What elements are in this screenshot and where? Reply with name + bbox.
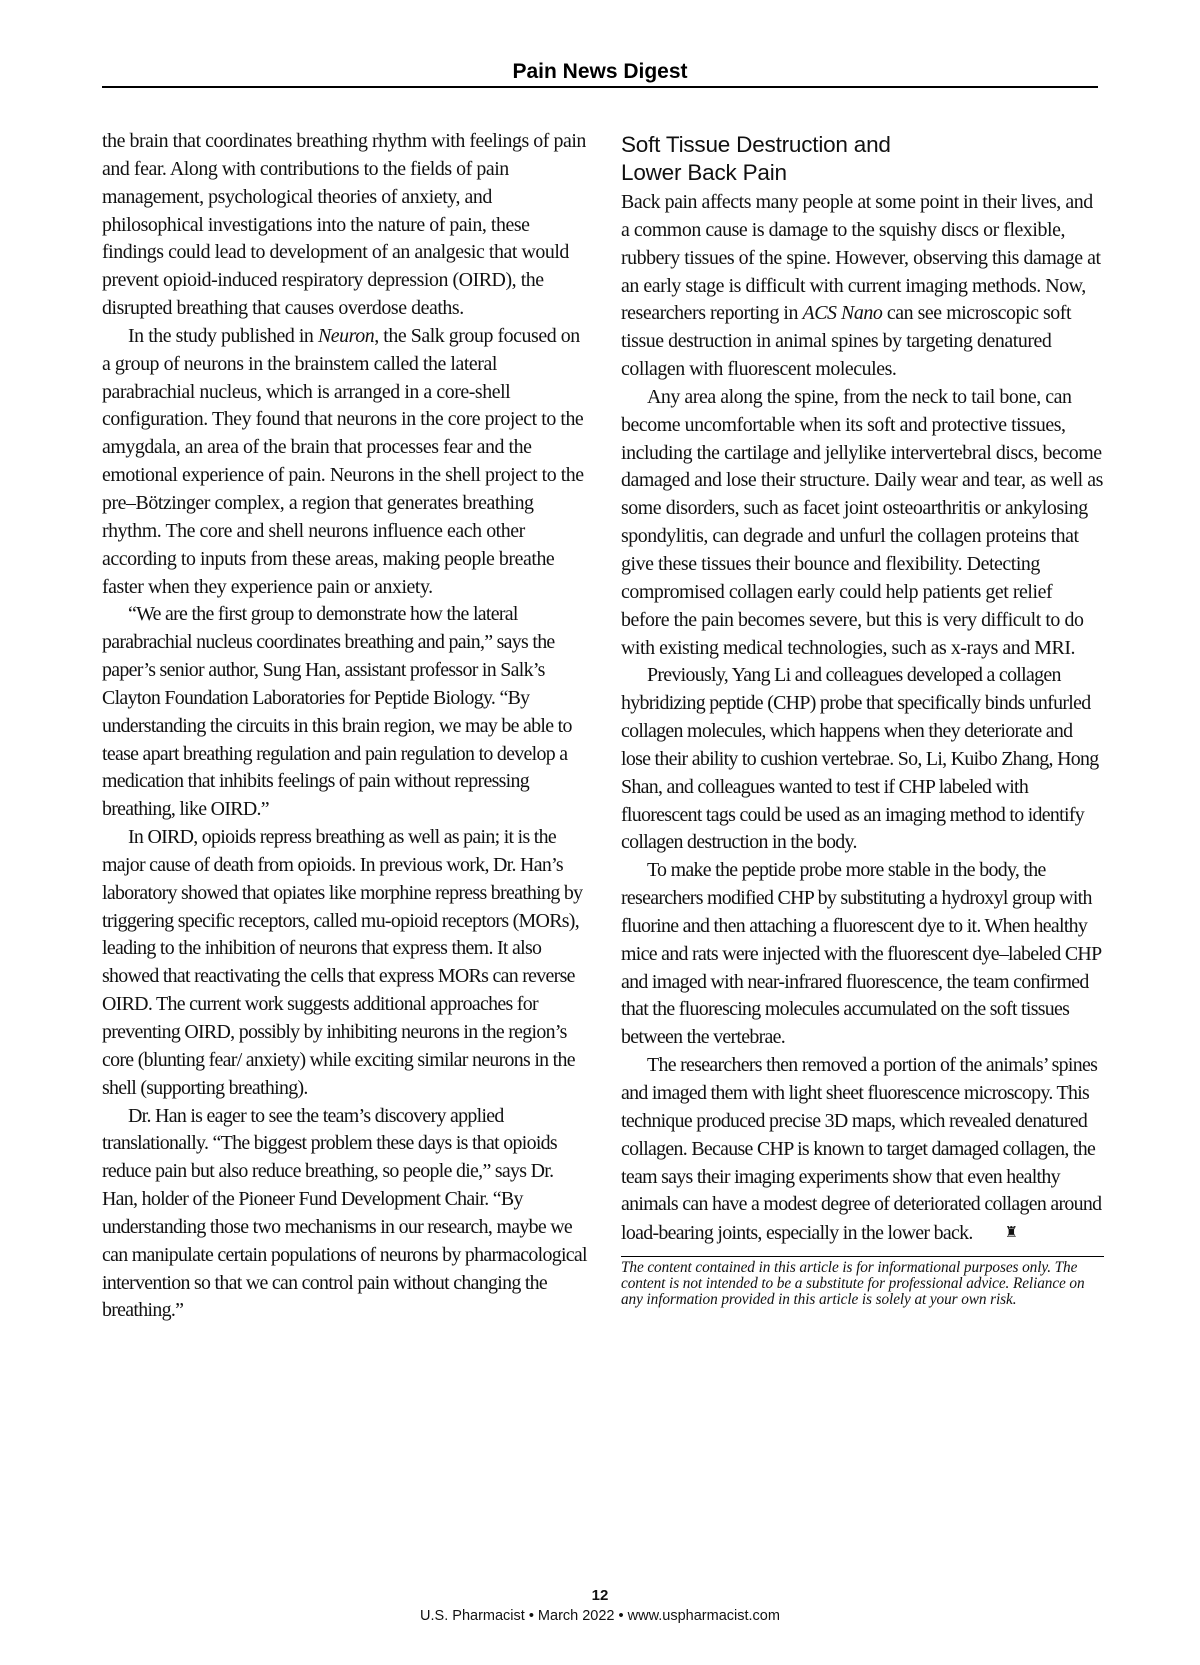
right-column bbox=[621, 128, 1104, 1307]
paragraph-text: The researchers then removed a portion of the animals’ spines and imaged them with light sheet fluorescence microscopy. This technique produced precise 3D maps, which revealed denatured collagen. Because CHP is known to target damaged collagen, the team says their imaging experiments show that even healthy animals can have a modest degree of deteriorated collagen around load-bearing joints, especially in the lower back. bbox=[621, 1054, 1102, 1245]
publication-footer: U.S. Pharmacist • March 2022 • www.uspharmacist.com bbox=[420, 1608, 780, 1624]
running-header bbox=[102, 58, 1098, 88]
paragraph-text: , the Salk group focused on a group of neurons in the brainstem called the lateral parabrachial nucleus, which is arranged in a core-shell configuration. They found that neurons in the core project to the amygdala, an area of the brain that processes fear and the emotional experience of pain. Neurons in the shell project to the pre–Bötzinger complex, a region that generates breathing rhythm. The core and shell neurons influence each other according to inputs from these areas, making people breathe faster when they experience pain or anxiety. bbox=[102, 324, 584, 598]
article-heading bbox=[621, 131, 1104, 187]
heading-line: Lower Back Pain bbox=[621, 160, 787, 185]
journal-name: Neuron bbox=[317, 324, 375, 347]
paragraph bbox=[102, 323, 588, 601]
paragraph: Previously, Yang Li and colleagues developed a collagen hybridizing peptide (CHP) probe that specifically binds unfurled collagen molecules, which happens when they deteriorate and lose their ability to cushion vertebrae. So, Li, Kuibo Zhang, Hong Shan, and colleagues wanted to test if CHP labeled with fluorescent tags could be used as an imaging method to identify collagen destruction in the body. bbox=[621, 664, 1099, 854]
paragraph-text: Back pain affects many people at some point in their lives, and a common cause is damage to the squishy discs or flexible, rubbery tissues of the spine. However, observing this damage at an early stage is difficult with current imaging methods. Now, researchers reporting in bbox=[621, 191, 1101, 325]
paragraph-text: can see microscopic soft tissue destruction in animal spines by targeting denatured collagen with fluorescent molecules. bbox=[621, 302, 1072, 381]
paragraph: the brain that coordinates breathing rhythm with feelings of pain and fear. Along with contributions to the fields of pain management, psychological theories of anxiety, and philosophical investigations into the nature of pain, these findings could lead to development of an analgesic that would prevent opioid-induced respiratory depression (OIRD), the disrupted breathing that causes overdose deaths. bbox=[102, 130, 586, 320]
paragraph-text: In the study published in bbox=[128, 324, 318, 347]
page-number: 12 bbox=[591, 1587, 609, 1604]
header-title: Pain News Digest bbox=[512, 60, 688, 83]
disclaimer: The content contained in this article is for informational purposes only. The content is not intended to be a substitute for professional advice. Reliance on any information provided in this article is solely at your own risk. bbox=[621, 1256, 1104, 1307]
paragraph bbox=[621, 1052, 1104, 1248]
paragraph: In OIRD, opioids repress breathing as well as pain; it is the major cause of death from opioids. In previous work, Dr. Han’s laboratory showed that opiates like morphine repress breathing by triggering specific receptors, called mu-opioid receptors (MORs), leading to the inhibition of neurons that express them. It also showed that reactivating the cells that express MORs can reverse OIRD. The current work suggests additional approaches for preventing OIRD, possibly by inhibiting neurons in the region’s core (blunting fear/ anxiety) while exciting similar neurons in the shell (supporting breathing). bbox=[102, 826, 583, 1099]
journal-name: ACS Nano bbox=[802, 302, 883, 325]
paragraph bbox=[621, 189, 1104, 384]
end-of-article-icon: ♜ bbox=[1004, 1223, 1018, 1242]
paragraph: Any area along the spine, from the neck to tail bone, can become uncomfortable when its soft and protective tissues, including the cartilage and jellylike intervertebral discs, become damaged and lose their structure. Daily wear and tear, as well as some disorders, such as facet joint osteoarthritis or ankylosing spondylitis, can degrade and unfurl the collagen proteins that give these tissues their bounce and flexibility. Detecting compromised collagen early could help patients get relief before the pain becomes severe, but this is very difficult to do with existing medical technologies, such as x-rays and MRI. bbox=[621, 385, 1103, 659]
left-column bbox=[102, 128, 588, 1325]
heading-line: Soft Tissue Destruction and bbox=[621, 132, 891, 157]
paragraph: To make the peptide probe more stable in the body, the researchers modified CHP by substituting a hydroxyl group with fluorine and then attaching a fluorescent dye to it. When healthy mice and rats were injected with the fluorescent dye–labeled CHP and imaged with near-infrared fluorescence, the team confirmed that the fluorescing molecules accumulated on the soft tissues between the vertebrae. bbox=[621, 859, 1101, 1049]
paragraph: “We are the first group to demonstrate how the lateral parabrachial nucleus coordinates breathing and pain,” says the paper’s senior author, Sung Han, assistant professor in Salk’s Clayton Foundation Laboratories for Peptide Biology. “By understanding the circuits in this brain region, we may be able to tease apart breathing regulation and pain regulation to develop a medication that inhibits feelings of pain without repressing breathing, like OIRD.” bbox=[102, 603, 572, 821]
paragraph: Dr. Han is eager to see the team’s discovery applied translationally. “The biggest problem these days is that opioids reduce pain but also reduce breathing, so people die,” says Dr. Han, holder of the Pioneer Fund Development Chair. “By understanding those two mechanisms in our research, maybe we can manipulate certain populations of neurons by pharmacological intervention so that we can control pain without changing the breathing.” bbox=[102, 1104, 587, 1322]
